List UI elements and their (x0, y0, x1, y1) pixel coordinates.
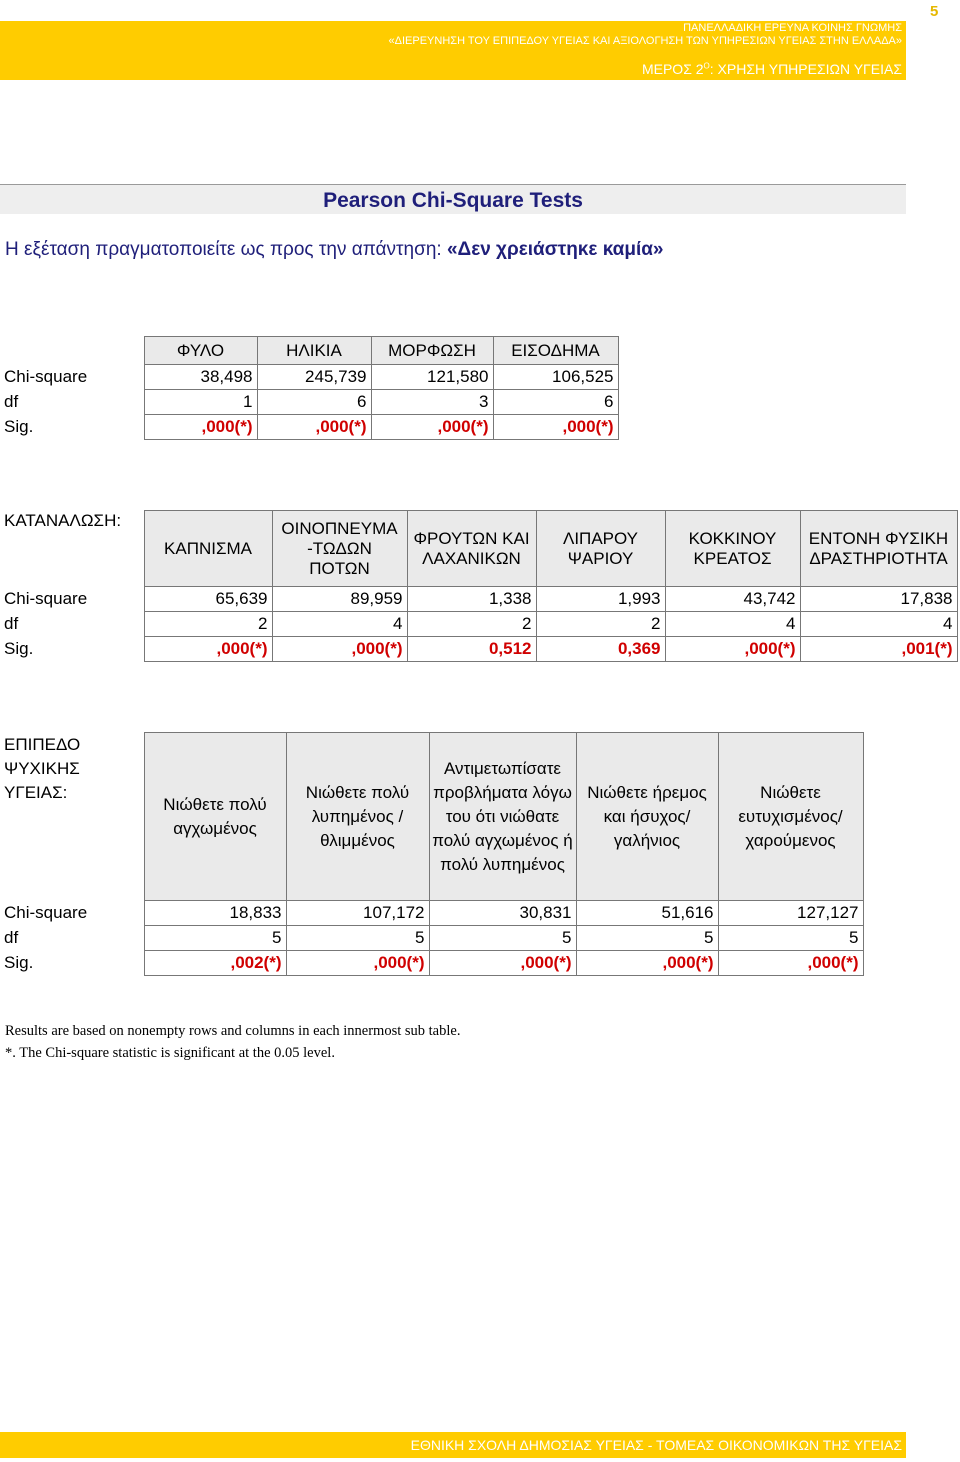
chi-value: 18,833 (144, 901, 286, 926)
header-survey-title: ΠΑΝΕΛΛΑΔΙΚΗ ΕΡΕΥΝΑ ΚΟΙΝΗΣ ΓΝΩΜΗΣ (683, 22, 902, 34)
column-header: Νιώθετε πολύ αγχωμένος (144, 733, 286, 901)
sig-value: ,000(*) (286, 951, 429, 976)
table-row (0, 637, 957, 662)
subtitle-prefix: Η εξέταση πραγματοποιείτε ως προς την απάντηση: (5, 239, 447, 260)
table-header-row (0, 337, 618, 365)
chi-value: 1,993 (536, 587, 665, 612)
table-row (0, 951, 863, 976)
df-value: 5 (144, 926, 286, 951)
df-value: 6 (257, 390, 371, 415)
mental-health-table (0, 732, 864, 976)
header-survey-subtitle: «ΔΙΕΡΕΥΝΗΣΗ ΤΟΥ ΕΠΙΠΕΔΟΥ ΥΓΕΙΑΣ ΚΑΙ ΑΞΙΟΛΟΓΗΣΗ ΤΩΝ ΥΠΗΡΕΣΙΩΝ ΥΓΕΙΑΣ ΣΤΗΝ ΕΛΛΑΔΑ» (388, 35, 902, 47)
df-value: 2 (536, 612, 665, 637)
chi-value: 106,525 (493, 365, 618, 390)
row-label: df (4, 614, 19, 633)
sig-value: ,000(*) (371, 415, 493, 440)
chi-value: 65,639 (144, 587, 272, 612)
sig-value: ,000(*) (429, 951, 576, 976)
sig-value: ,000(*) (144, 415, 257, 440)
row-label: Chi-square (4, 589, 88, 608)
column-header: Νιώθετε πολύ λυπημένος /θλιμμένος (286, 733, 429, 901)
table-row (0, 587, 957, 612)
footer-text: ΕΘΝΙΚΗ ΣΧΟΛΗ ΔΗΜΟΣΙΑΣ ΥΓΕΙΑΣ - ΤΟΜΕΑΣ ΟΙΚΟΝΟΜΙΚΩΝ ΤΗΣ ΥΓΕΙΑΣ (410, 1437, 902, 1453)
table-header-row (0, 511, 957, 587)
footer-banner (0, 1432, 906, 1458)
df-value: 5 (576, 926, 718, 951)
column-header: ΕΙΣΟΔΗΜΑ (493, 337, 618, 365)
df-value: 1 (144, 390, 257, 415)
row-label: Chi-square (4, 367, 88, 386)
chi-value: 30,831 (429, 901, 576, 926)
section-sup: Ο (703, 61, 710, 71)
table-row (0, 390, 618, 415)
row-label: Chi-square (4, 903, 88, 922)
row-label: df (4, 392, 19, 411)
note-line: Results are based on nonempty rows and columns in each innermost sub table. (5, 1023, 461, 1039)
df-value: 4 (665, 612, 800, 637)
row-label: Sig. (4, 953, 34, 972)
df-value: 3 (371, 390, 493, 415)
column-header: ΚΟΚΚΙΝΟΥ ΚΡΕΑΤΟΣ (665, 511, 800, 587)
column-header: Αντιμετωπίσατε προβλήματα λόγω του ότι νιώθατε πολύ αγχωμένος ή πολύ λυπημένος (429, 733, 576, 901)
consumption-table (0, 510, 958, 662)
sig-value: ,000(*) (257, 415, 371, 440)
column-header: Νιώθετε ήρεμος και ήσυχος/ γαλήνιος (576, 733, 718, 901)
row-label: df (4, 928, 19, 947)
chi-value: 245,739 (257, 365, 371, 390)
df-value: 4 (272, 612, 407, 637)
df-value: 5 (429, 926, 576, 951)
sig-value: ,000(*) (493, 415, 618, 440)
column-header: Νιώθετε ευτυχισμένος/ χαρούμενος (718, 733, 863, 901)
corner-cell (0, 337, 144, 365)
section-prefix: ΜΕΡΟΣ 2 (641, 61, 704, 77)
table-row (0, 926, 863, 951)
page-title: Pearson Chi-Square Tests (323, 189, 583, 212)
sig-value: ,000(*) (144, 637, 272, 662)
subtitle-answer: «Δεν χρειάστηκε καμία» (446, 239, 664, 260)
chi-value: 89,959 (272, 587, 407, 612)
sig-value: ,000(*) (576, 951, 718, 976)
df-value: 2 (407, 612, 536, 637)
demographics-table (0, 336, 619, 440)
table-row (0, 901, 863, 926)
table-header-row (0, 733, 863, 901)
df-value: 5 (718, 926, 863, 951)
row-label: Sig. (4, 417, 34, 436)
column-header: ΛΙΠΑΡΟΥ ΨΑΡΙΟΥ (536, 511, 665, 587)
chi-value: 17,838 (800, 587, 957, 612)
corner-label: ΚΑΤΑΝΑΛΩΣΗ: (0, 511, 144, 587)
sig-value: 0,369 (536, 637, 665, 662)
df-value: 4 (800, 612, 957, 637)
row-label: Sig. (4, 639, 34, 658)
column-header: ΜΟΡΦΩΣΗ (371, 337, 493, 365)
column-header: ΕΝΤΟΝΗ ΦΥΣΙΚΗ ΔΡΑΣΤΗΡΙΟΤΗΤΑ (800, 511, 957, 587)
chi-value: 38,498 (144, 365, 257, 390)
header-section (642, 61, 902, 77)
chi-value: 127,127 (718, 901, 863, 926)
section-title: : ΧΡΗΣΗ ΥΠΗΡΕΣΙΩΝ ΥΓΕΙΑΣ (709, 61, 902, 77)
sig-value: 0,512 (407, 637, 536, 662)
page-number: 5 (930, 3, 939, 20)
table-row (0, 612, 957, 637)
chi-value: 51,616 (576, 901, 718, 926)
corner-label: ΕΠΙΠΕΔΟ ΨΥΧΙΚΗΣ ΥΓΕΙΑΣ: (0, 733, 144, 901)
sig-value: ,001(*) (800, 637, 957, 662)
column-header: ΦΡΟΥΤΩΝ ΚΑΙ ΛΑΧΑΝΙΚΩΝ (407, 511, 536, 587)
sig-value: ,002(*) (144, 951, 286, 976)
df-value: 2 (144, 612, 272, 637)
title-band (0, 184, 906, 214)
note-line: *. The Chi-square statistic is significant at the 0.05 level. (5, 1045, 335, 1061)
chi-value: 1,338 (407, 587, 536, 612)
chi-value: 107,172 (286, 901, 429, 926)
column-header: ΟΙΝΟΠΝΕΥΜΑ -ΤΩΔΩΝ ΠΟΤΩΝ (272, 511, 407, 587)
df-value: 6 (493, 390, 618, 415)
header-banner (0, 21, 906, 80)
chi-value: 43,742 (665, 587, 800, 612)
sig-value: ,000(*) (718, 951, 863, 976)
chi-value: 121,580 (371, 365, 493, 390)
subtitle (5, 239, 664, 261)
column-header: ΦΥΛΟ (144, 337, 257, 365)
sig-value: ,000(*) (665, 637, 800, 662)
column-header: ΗΛΙΚΙΑ (257, 337, 371, 365)
table-row (0, 415, 618, 440)
table-notes (5, 1020, 460, 1064)
table-row (0, 365, 618, 390)
column-header: ΚΑΠΝΙΣΜΑ (144, 511, 272, 587)
sig-value: ,000(*) (272, 637, 407, 662)
df-value: 5 (286, 926, 429, 951)
